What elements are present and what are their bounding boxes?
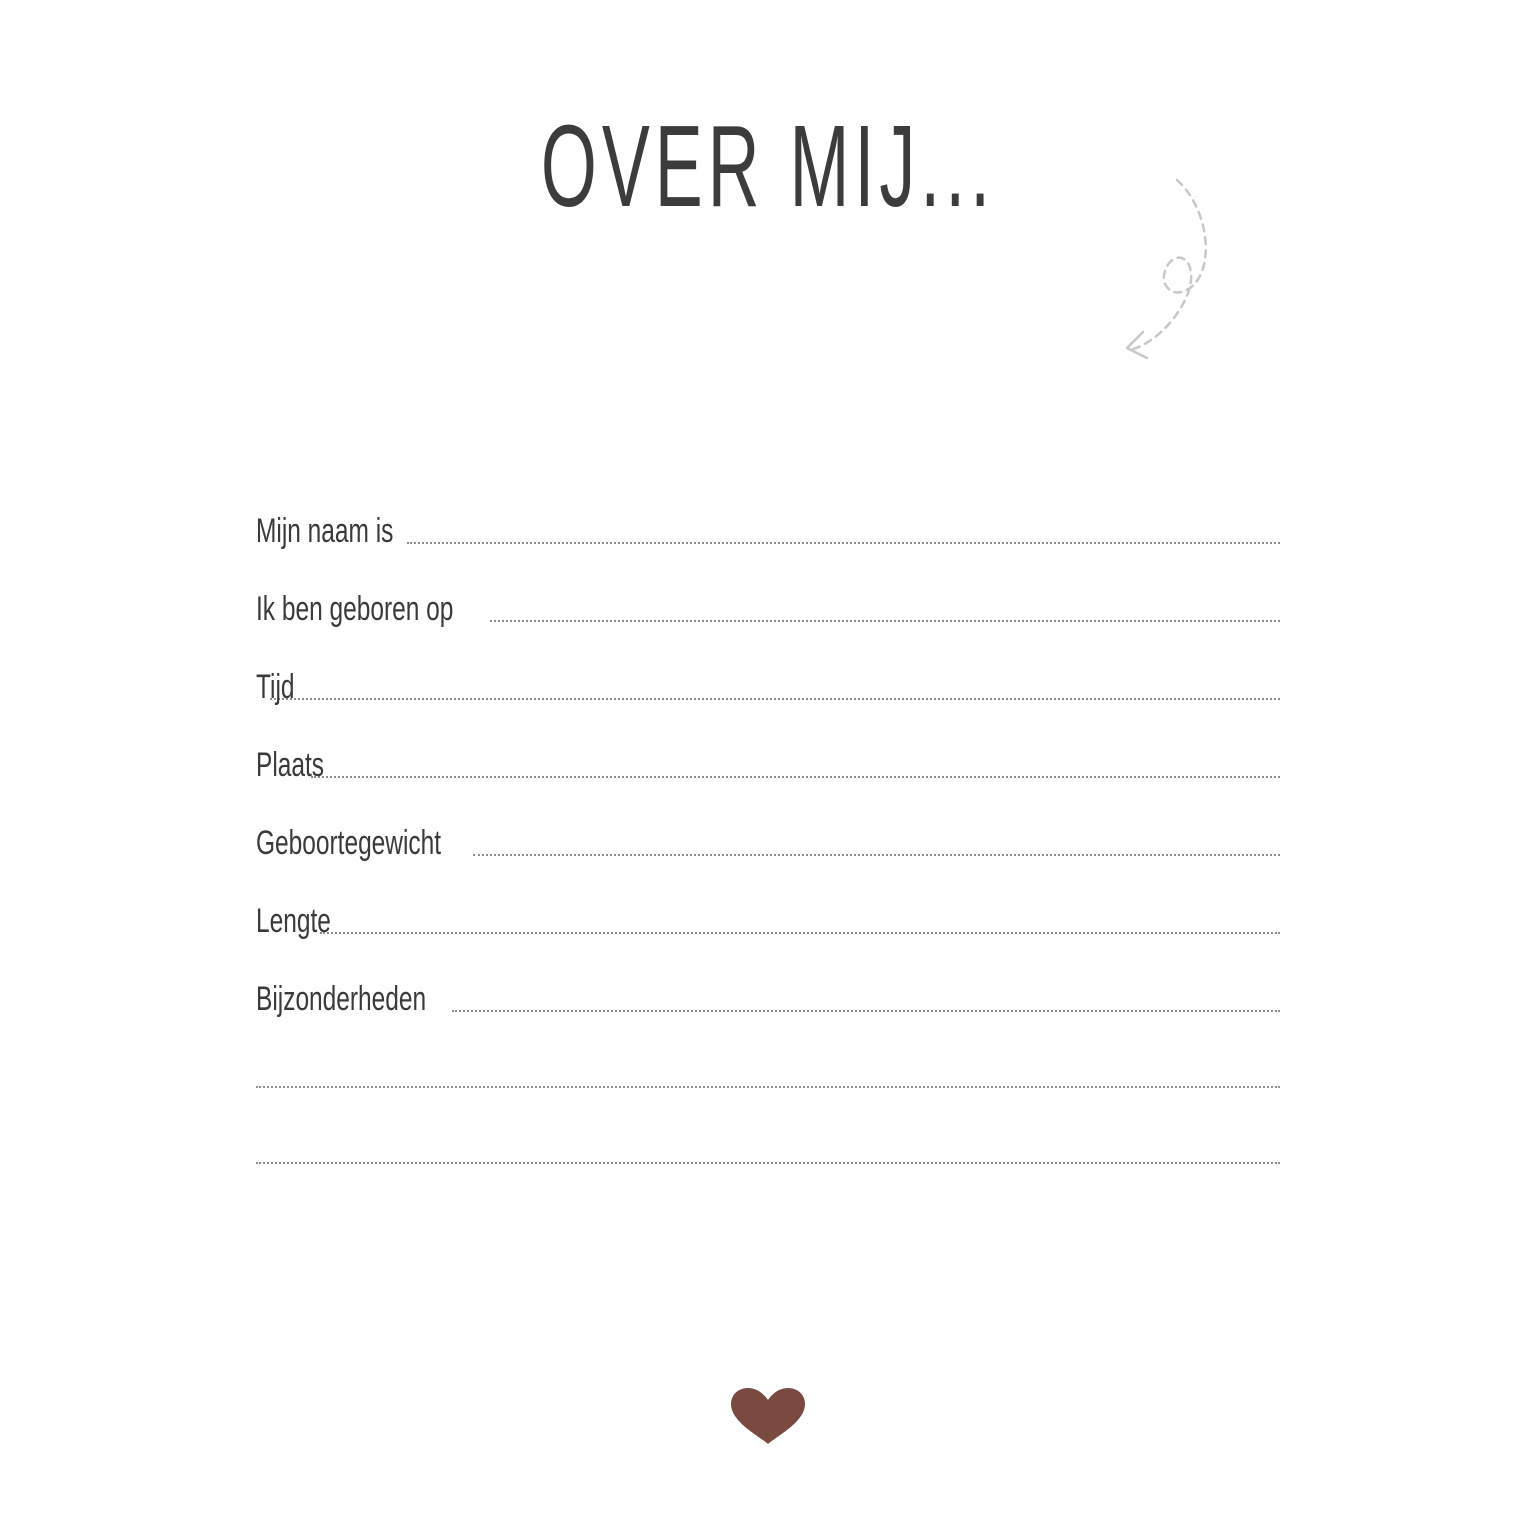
field-row-name[interactable] bbox=[256, 470, 1280, 548]
dotted-line bbox=[311, 776, 1281, 778]
heart-icon bbox=[729, 1388, 807, 1446]
dotted-line bbox=[490, 620, 1280, 622]
field-label: Mijn naam is bbox=[256, 512, 394, 550]
dotted-line bbox=[473, 854, 1280, 856]
field-label: Bijzonderheden bbox=[256, 980, 427, 1018]
field-row-details[interactable] bbox=[256, 938, 1280, 1016]
about-me-form bbox=[256, 470, 1280, 1168]
dotted-line bbox=[270, 698, 1280, 700]
field-row-length[interactable] bbox=[256, 860, 1280, 938]
dotted-line bbox=[256, 1086, 1280, 1088]
field-label: Tijd bbox=[256, 668, 295, 706]
field-label: Plaats bbox=[256, 746, 325, 784]
field-label: Geboortegewicht bbox=[256, 824, 442, 862]
extra-line-2[interactable] bbox=[256, 1092, 1280, 1168]
extra-line-1[interactable] bbox=[256, 1016, 1280, 1092]
dotted-line bbox=[256, 1162, 1280, 1164]
field-label: Lengte bbox=[256, 902, 331, 940]
field-row-place[interactable] bbox=[256, 704, 1280, 782]
dotted-line bbox=[452, 1010, 1280, 1012]
field-row-birthweight[interactable] bbox=[256, 782, 1280, 860]
dotted-line bbox=[320, 932, 1280, 934]
page-title: OVER MIJ... bbox=[540, 101, 996, 231]
field-label: Ik ben geboren op bbox=[256, 590, 454, 628]
field-row-time[interactable] bbox=[256, 626, 1280, 704]
dotted-line bbox=[407, 542, 1280, 544]
dashed-curly-arrow-icon bbox=[1115, 170, 1225, 370]
field-row-birthdate[interactable] bbox=[256, 548, 1280, 626]
